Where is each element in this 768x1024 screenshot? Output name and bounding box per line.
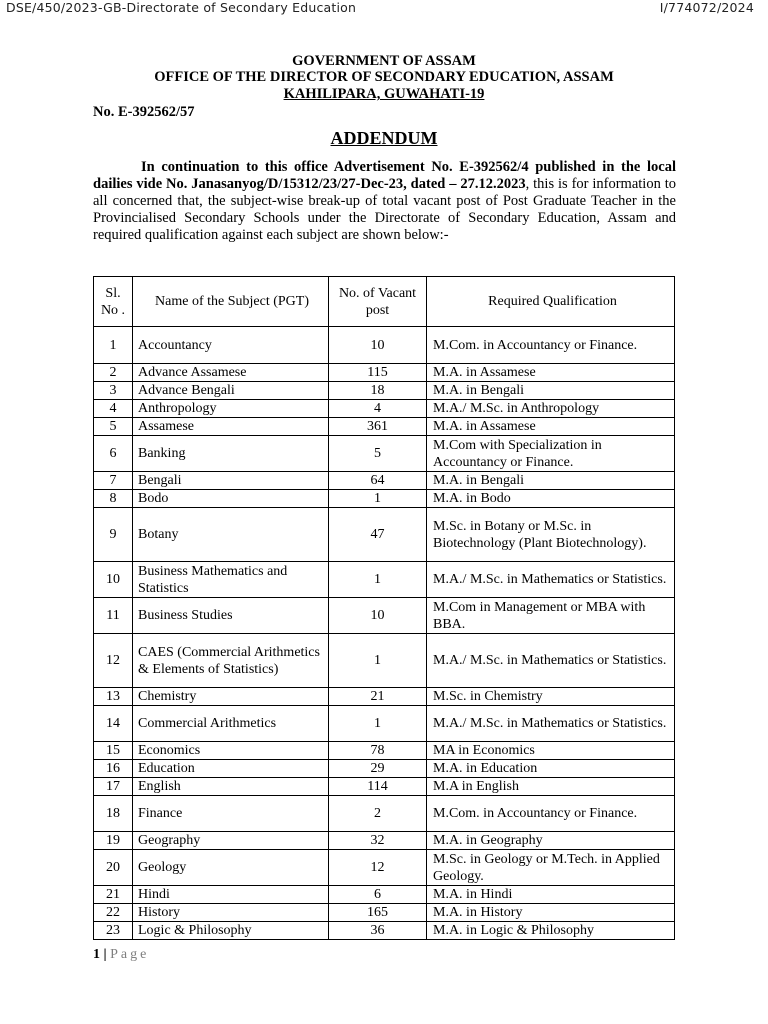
cell-subject: Economics	[133, 742, 329, 760]
cell-vacant-posts: 10	[329, 598, 427, 634]
table-row	[94, 490, 675, 508]
cell-subject: Bodo	[133, 490, 329, 508]
cell-sl-no: 10	[94, 562, 133, 598]
cell-qualification: M.A./ M.Sc. in Mathematics or Statistics.	[427, 562, 675, 598]
table-row	[94, 598, 675, 634]
cell-qualification: M.A. in Hindi	[427, 886, 675, 904]
cell-subject: Bengali	[133, 472, 329, 490]
page-number: 1	[93, 947, 100, 962]
table-row	[94, 796, 675, 832]
cell-vacant-posts: 18	[329, 382, 427, 400]
cell-vacant-posts: 1	[329, 634, 427, 688]
intro-rest-text: , this is for information to all concerned that, the subject-wise break-up of total vacant post of Post Graduate Teacher in the Provincialised Secondary Schools under the Directorate of Secondary Education, Assam and required qualification against each subject are shown below:-	[93, 176, 677, 243]
cell-sl-no: 8	[94, 490, 133, 508]
table-row	[94, 327, 675, 364]
cell-subject: English	[133, 778, 329, 796]
cell-qualification: M.Sc. in Botany or M.Sc. in Biotechnology (Plant Biotechnology).	[427, 508, 675, 562]
cell-vacant-posts: 6	[329, 886, 427, 904]
cell-subject: Botany	[133, 508, 329, 562]
cell-vacant-posts: 5	[329, 436, 427, 472]
cell-qualification: MA in Economics	[427, 742, 675, 760]
reference-number: No. E-392562/57	[93, 104, 195, 120]
table-row	[94, 688, 675, 706]
table-row	[94, 634, 675, 688]
table-row	[94, 472, 675, 490]
table-row	[94, 742, 675, 760]
cell-sl-no: 5	[94, 418, 133, 436]
cell-qualification: M.A. in Assamese	[427, 364, 675, 382]
cell-subject: Education	[133, 760, 329, 778]
page-separator: |	[100, 947, 111, 962]
cell-sl-no: 23	[94, 922, 133, 940]
table-row	[94, 418, 675, 436]
cell-vacant-posts: 4	[329, 400, 427, 418]
table-row	[94, 436, 675, 472]
cell-vacant-posts: 47	[329, 508, 427, 562]
cell-subject: Commercial Arithmetics	[133, 706, 329, 742]
table-row	[94, 706, 675, 742]
table-row	[94, 562, 675, 598]
cell-sl-no: 2	[94, 364, 133, 382]
letterhead-government: GOVERNMENT OF ASSAM	[292, 53, 476, 69]
cell-qualification: M.A. in History	[427, 904, 675, 922]
cell-vacant-posts: 1	[329, 562, 427, 598]
table-row	[94, 904, 675, 922]
cell-vacant-posts: 32	[329, 832, 427, 850]
cell-sl-no: 6	[94, 436, 133, 472]
cell-subject: Advance Bengali	[133, 382, 329, 400]
letterhead-office: OFFICE OF THE DIRECTOR OF SECONDARY EDUCATION, ASSAM	[154, 69, 614, 85]
cell-subject: Finance	[133, 796, 329, 832]
page-label: Page	[110, 947, 150, 962]
table-row	[94, 922, 675, 940]
cell-sl-no: 21	[94, 886, 133, 904]
cell-qualification: M.A. in Geography	[427, 832, 675, 850]
cell-subject: Business Studies	[133, 598, 329, 634]
cell-qualification: M.A in English	[427, 778, 675, 796]
letterhead-address: KAHILIPARA, GUWAHATI-19	[283, 86, 485, 102]
cell-sl-no: 19	[94, 832, 133, 850]
table-row	[94, 778, 675, 796]
cell-subject: Accountancy	[133, 327, 329, 364]
cell-sl-no: 20	[94, 850, 133, 886]
cell-qualification: M.A. in Bengali	[427, 472, 675, 490]
cell-qualification: M.A. in Bengali	[427, 382, 675, 400]
cell-subject: Geography	[133, 832, 329, 850]
cell-sl-no: 4	[94, 400, 133, 418]
cell-subject: Hindi	[133, 886, 329, 904]
cell-sl-no: 1	[94, 327, 133, 364]
cell-subject: Business Mathematics and Statistics	[133, 562, 329, 598]
cell-vacant-posts: 1	[329, 490, 427, 508]
cell-qualification: M.A. in Assamese	[427, 418, 675, 436]
table-body	[94, 327, 675, 940]
cell-sl-no: 12	[94, 634, 133, 688]
header-qualification: Required Qualification	[427, 277, 675, 327]
cell-qualification: M.A./ M.Sc. in Anthropology	[427, 400, 675, 418]
cell-vacant-posts: 361	[329, 418, 427, 436]
cell-subject: Geology	[133, 850, 329, 886]
cell-subject: History	[133, 904, 329, 922]
cell-qualification: M.Com. in Accountancy or Finance.	[427, 796, 675, 832]
header-vacant-posts: No. of Vacant post	[329, 277, 427, 327]
cell-sl-no: 11	[94, 598, 133, 634]
cell-sl-no: 15	[94, 742, 133, 760]
cell-subject: Chemistry	[133, 688, 329, 706]
cell-subject: Assamese	[133, 418, 329, 436]
cell-vacant-posts: 21	[329, 688, 427, 706]
cell-vacant-posts: 165	[329, 904, 427, 922]
file-header	[6, 0, 754, 16]
header-sl-no: Sl. No .	[94, 277, 133, 327]
table-header-row	[94, 277, 675, 327]
cell-sl-no: 17	[94, 778, 133, 796]
table-row	[94, 850, 675, 886]
cell-qualification: M.Com. in Accountancy or Finance.	[427, 327, 675, 364]
intro-bold-text: In continuation to this office Advertisement No. E-392562/4 published in the local dailies vide No. Janasanyog/D/15312/23/27-Dec-23, dated – 27.12.2023	[93, 159, 676, 192]
cell-qualification: M.A./ M.Sc. in Mathematics or Statistics.	[427, 706, 675, 742]
cell-subject: Anthropology	[133, 400, 329, 418]
cell-vacant-posts: 115	[329, 364, 427, 382]
file-reference: DSE/450/2023-GB-Directorate of Secondary Education	[6, 0, 357, 15]
cell-vacant-posts: 12	[329, 850, 427, 886]
cell-sl-no: 9	[94, 508, 133, 562]
cell-vacant-posts: 10	[329, 327, 427, 364]
table-row	[94, 760, 675, 778]
cell-vacant-posts: 29	[329, 760, 427, 778]
page-footer	[93, 947, 149, 963]
cell-sl-no: 14	[94, 706, 133, 742]
cell-vacant-posts: 2	[329, 796, 427, 832]
cell-vacant-posts: 64	[329, 472, 427, 490]
cell-sl-no: 3	[94, 382, 133, 400]
cell-vacant-posts: 36	[329, 922, 427, 940]
cell-vacant-posts: 114	[329, 778, 427, 796]
vacancy-table	[93, 276, 675, 940]
cell-sl-no: 13	[94, 688, 133, 706]
header-subject: Name of the Subject (PGT)	[133, 277, 329, 327]
cell-subject: Banking	[133, 436, 329, 472]
cell-qualification: M.Sc. in Geology or M.Tech. in Applied Geology.	[427, 850, 675, 886]
cell-qualification: M.Sc. in Chemistry	[427, 688, 675, 706]
cell-sl-no: 22	[94, 904, 133, 922]
cell-qualification: M.A. in Education	[427, 760, 675, 778]
cell-subject: Logic & Philosophy	[133, 922, 329, 940]
cell-vacant-posts: 1	[329, 706, 427, 742]
intro-paragraph	[93, 159, 676, 244]
cell-qualification: M.A. in Bodo	[427, 490, 675, 508]
table-row	[94, 832, 675, 850]
table-row	[94, 400, 675, 418]
cell-subject: Advance Assamese	[133, 364, 329, 382]
document-title: ADDENDUM	[330, 128, 438, 148]
cell-sl-no: 18	[94, 796, 133, 832]
table-row	[94, 382, 675, 400]
table-row	[94, 508, 675, 562]
table-row	[94, 364, 675, 382]
cell-vacant-posts: 78	[329, 742, 427, 760]
cell-sl-no: 7	[94, 472, 133, 490]
file-number: I/774072/2024	[659, 0, 754, 15]
cell-sl-no: 16	[94, 760, 133, 778]
cell-qualification: M.A./ M.Sc. in Mathematics or Statistics.	[427, 634, 675, 688]
cell-qualification: M.Com in Management or MBA with BBA.	[427, 598, 675, 634]
cell-subject: CAES (Commercial Arithmetics & Elements of Statistics)	[133, 634, 329, 688]
cell-qualification: M.Com with Specialization in Accountancy or Finance.	[427, 436, 675, 472]
cell-qualification: M.A. in Logic & Philosophy	[427, 922, 675, 940]
table-row	[94, 886, 675, 904]
